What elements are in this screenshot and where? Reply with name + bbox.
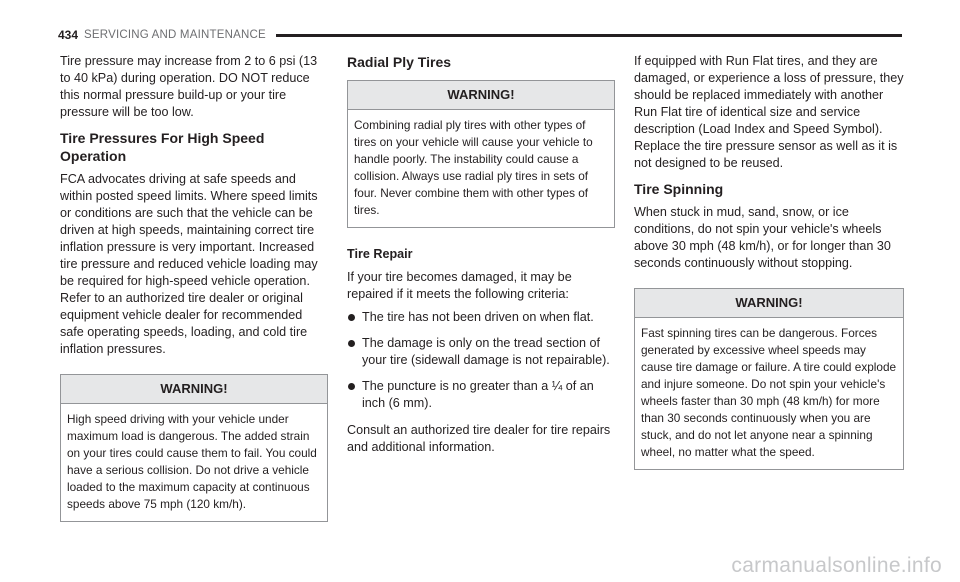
watermark: carmanualsonline.info	[731, 554, 942, 577]
list-item	[347, 335, 615, 369]
radial-ply-heading: Radial Ply Tires	[347, 54, 452, 70]
bullet-icon	[348, 314, 355, 321]
warning-title: WARNING!	[635, 289, 903, 318]
column-left	[60, 53, 328, 522]
bullet-text: The damage is only on the tread section of your tire (sidewall damage is not repairable).	[362, 336, 610, 367]
warning-text: Fast spinning tires can be dangerous. Forces generated by excessive wheel speeds may cause tire damage or failure. A tire could explode and injure someone. Do not spin your vehicle's wheels faster than 30 mph (48 km/h) for more than 30 seconds continuously when you are stuck, and do not let anyone near a spinning wheel, no matter what the speed.	[641, 326, 897, 459]
list-item	[347, 309, 615, 326]
warning-text: Combining radial ply tires with other types of tires on your vehicle will cause your vehicle to handle poorly. The instability could cause a collision. Always use radial ply tires in sets of four. Never combine them with other types of tires.	[354, 118, 593, 217]
tire-pressure-intro: Tire pressure may increase from 2 to 6 psi (13 to 40 kPa) during operation. DO NOT reduce this normal pressure build-up or your tire pressure will be too low.	[60, 54, 318, 119]
tire-spinning-heading: Tire Spinning	[634, 181, 724, 197]
tire-repair-outro: Consult an authorized tire dealer for tire repairs and additional information.	[347, 423, 611, 454]
column-right	[634, 53, 904, 470]
high-speed-heading: Tire Pressures For High Speed Operation	[60, 130, 265, 164]
page-header	[58, 27, 902, 43]
warning-box-spinning	[634, 288, 904, 470]
list-item	[347, 378, 615, 412]
tire-repair-intro: If your tire becomes damaged, it may be repaired if it meets the following criteria:	[347, 270, 572, 301]
column-middle	[347, 53, 615, 456]
warning-box-radial	[347, 80, 615, 228]
warning-title: WARNING!	[348, 81, 614, 110]
bullet-text: The puncture is no greater than a ¼ of an inch (6 mm).	[362, 379, 594, 410]
tire-repair-heading: Tire Repair	[347, 247, 413, 261]
warning-text: High speed driving with your vehicle under maximum load is dangerous. The added strain on your tires could cause them to fail. You could have a serious collision. Do not drive a vehicle loaded to the maximum capacity at continuous speeds above 75 mph (120 km/h).	[67, 412, 317, 511]
header-rule	[276, 34, 902, 37]
bullet-icon	[348, 340, 355, 347]
warning-title: WARNING!	[61, 375, 327, 404]
run-flat-text: If equipped with Run Flat tires, and they are damaged, or experience a loss of pressure, they should be replaced immediately with another Run Flat tire of identical size and service description (Load Index and Speed Symbol). Replace the tire pressure sensor as well as it is not designed to be reused.	[634, 54, 904, 170]
high-speed-body: FCA advocates driving at safe speeds and within posted speed limits. Where speed limits or conditions are such that the vehicle can be driven at high speeds, maintaining correct tire inflation pressure is very important. Increased tire pressure and reduced vehicle loading may be required for high-speed vehicle operation. Refer to an authorized tire dealer or original equipment vehicle dealer for recommended safe operating speeds, loading, and cold tire inflation pressures.	[60, 172, 318, 356]
tire-spinning-body: When stuck in mud, sand, snow, or ice conditions, do not spin your vehicle's wheels above 30 mph (48 km/h), or for longer than 30 seconds continuously without stopping.	[634, 205, 891, 270]
warning-box-high-speed	[60, 374, 328, 522]
repair-criteria-list	[347, 309, 615, 412]
bullet-text: The tire has not been driven on when flat.	[362, 310, 594, 324]
page-number: 434	[58, 28, 79, 42]
section-title: SERVICING AND MAINTENANCE	[84, 29, 266, 41]
bullet-icon	[348, 383, 355, 390]
